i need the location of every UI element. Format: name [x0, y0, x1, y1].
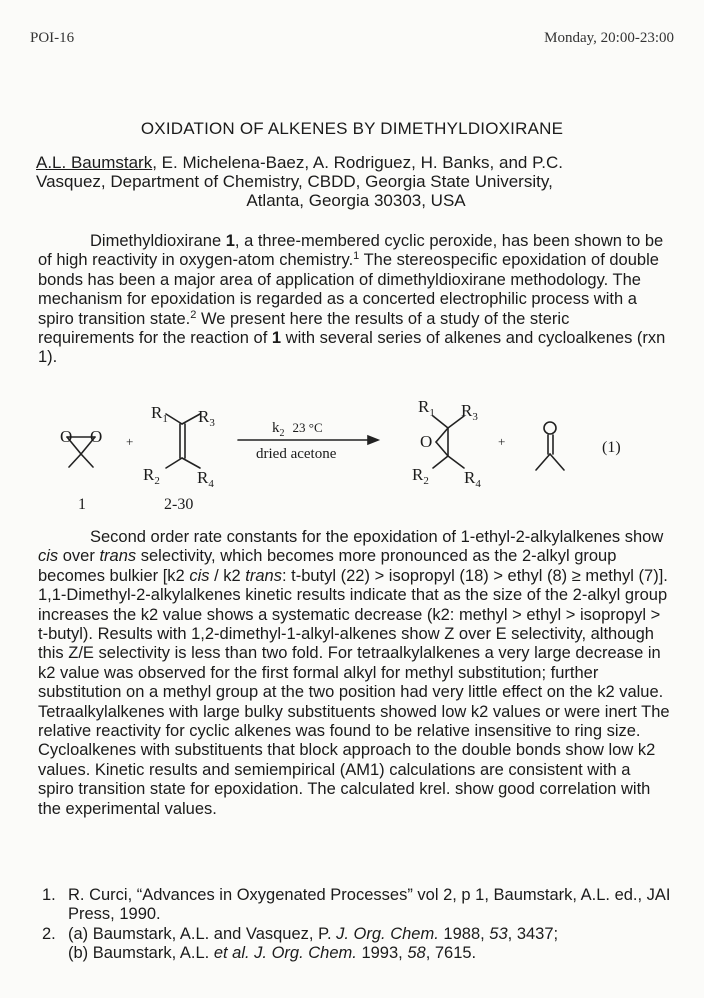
presenting-author: A.L. Baumstark [36, 153, 153, 172]
epoxide-oxygen: O [420, 432, 433, 451]
ref-journal: J. Org. Chem. [336, 924, 439, 943]
epoxide-r1: $R_1$ [418, 397, 435, 419]
para2-text: / k2 [209, 566, 246, 585]
reference-2 [38, 925, 678, 964]
paper-title: OXIDATION OF ALKENES BY DIMETHYLDIOXIRANE [140, 119, 564, 138]
abstract-code: POI-16 [30, 30, 75, 46]
para2-text: : t-butyl (22) > isopropyl (18) > ethyl (8) ≥ methyl (7)]. 1,1-Dimethyl-2-alkylalkenes kinetic results indicate that as the size of the 2-alkyl group increases the k2 value shows a systematic decrease (k2: methyl > ethyl > isopropyl > t-butyl). Results with 1,2-dimethyl-1-alkyl-alkenes show Z over E selectivity, although this Z/E selectivity is less than two fold. For tetraalkylalkenes a very large decrease in k2 value was observed for the first formal alkyl for methyl substitution; further substitution on a methyl group at the two position had very little effect on the k2 value. Tetraalkylalkenes with large bulky substituents showed low k2 values or were inert The relative reactivity for cyclic alkenes was found to be relative insensitive to ring size. Cycloalkenes with substituents that block approach to the double bonds show low k2 values. Kinetic results and semiempirical (AM1) calculations are consistent with a spiro transition state for epoxidation. The calculated krel. show good correlation with the experimental values. [38, 566, 670, 818]
para1-text: The stereospecific epoxidation of double bonds has been a major area of application of dimethyldioxirane methodology. The mechanism for epoxidation is regarded as a concerted electrophilic process with a spiro transition state. [38, 251, 659, 328]
trans-term: trans [245, 566, 282, 585]
session-time: Monday, 20:00-23:00 [544, 30, 674, 46]
para1-text: with several series of alkenes and cycloalkenes (rxn 1). [38, 329, 666, 367]
reference-number: 1. [42, 886, 56, 904]
ref-part: 1993, [356, 944, 408, 963]
ref-part: (a) [68, 924, 93, 943]
plus-sign: + [126, 434, 134, 449]
equation-number: (1) [602, 439, 621, 456]
oxygen-label: O [60, 427, 73, 446]
citation-1: 1 [353, 250, 360, 263]
plus-sign: + [498, 434, 506, 449]
ref-part: , 7615. [425, 944, 477, 963]
epoxide-r4: $R_4$ [464, 468, 481, 490]
cis-term: cis [189, 566, 210, 585]
rate-constant-label: $k_2$ 23 °C [272, 420, 323, 439]
para1-text: We present here the results of a study of the steric requirements for the reaction of [38, 309, 570, 348]
compound-ref: 1 [225, 232, 235, 250]
alkene-r2: $R_2$ [143, 465, 160, 487]
reference-number: 2. [42, 924, 56, 943]
alkene-r4: $R_4$ [197, 468, 214, 490]
results-paragraph [38, 528, 670, 819]
trans-term: trans [99, 547, 137, 566]
citation-2: 2 [190, 308, 197, 321]
ref-volume: 53 [489, 924, 508, 943]
intro-paragraph [38, 232, 670, 368]
para1-text: , a three-membered cyclic peroxide, has been shown to be of high reactivity in oxygen-atom chemistry. [38, 232, 664, 270]
reference-text: R. Curci, “Advances in Oxygenated Processes” vol 2, p 1, Baumstark, A.L. ed., JAI Press, 1990. [68, 886, 671, 924]
author-block [36, 153, 676, 210]
reference-list [38, 886, 678, 964]
reference-1 [38, 886, 678, 925]
affiliation-line: Vasquez, Department of Chemistry, CBDD, Georgia State University, [36, 172, 553, 191]
ref-part: Baumstark, A.L. [92, 944, 214, 963]
epoxide-r3: $R_3$ [461, 401, 478, 423]
alkene-r3: $R_3$ [198, 407, 215, 429]
compound-ref: 1 [271, 329, 282, 348]
alkene-r1: $R_1$ [151, 403, 168, 425]
para1-text: Dimethyldioxirane [90, 232, 226, 250]
dioxirane-label: 1 [78, 496, 86, 513]
ref-journal: et al. J. Org. Chem. [213, 944, 357, 963]
solvent-label: dried acetone [256, 446, 337, 462]
oxygen-label: O [90, 427, 103, 446]
ref-part: Baumstark, A.L. and Vasquez, P. [92, 924, 337, 943]
co-authors: , E. Michelena-Baez, A. Rodriguez, H. Banks, and P.C. [152, 153, 563, 172]
alkene-series-label: 2-30 [164, 496, 194, 513]
cis-term: cis [38, 547, 59, 566]
para2-text: over [58, 547, 100, 566]
reaction-scheme [40, 390, 660, 520]
ref-part: 1988, [438, 924, 490, 943]
para2-text: Second order rate constants for the epoxidation of 1-ethyl-2-alkylalkenes show [90, 528, 664, 546]
ref-part: (b) [68, 944, 93, 963]
epoxide-r2: $R_2$ [412, 465, 429, 487]
ref-volume: 58 [407, 944, 426, 963]
ref-part: , 3437; [507, 924, 559, 943]
address-line: Atlanta, Georgia 30303, USA [246, 191, 466, 210]
para2-text: selectivity, which becomes more pronounced as the 2-alkyl group becomes bulkier [k2 [38, 547, 617, 585]
